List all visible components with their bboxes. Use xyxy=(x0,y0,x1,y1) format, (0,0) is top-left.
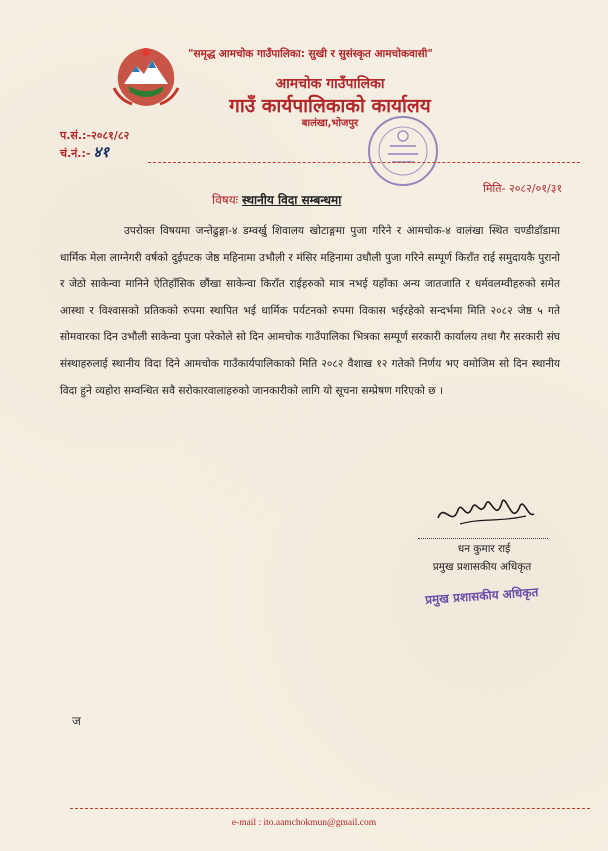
patra-value: २०८१/८२ xyxy=(91,129,130,142)
chalani-value: ४१ xyxy=(93,143,110,161)
chalani-number xyxy=(60,142,109,162)
signer-name: धन कुमार राई xyxy=(457,543,511,555)
body-text: उपरोक्त विषयमा जन्तेढुङ्गा-४ डम्वर्खु शिवालय खोटाङ्गमा पुजा गरिने र आमचोक-४ वालंखा स्थित चण्डीडाँडामा धार्मिक मेला लाग्नेगरी वर्षको दुईपटक जेष्ठ महिनामा उभौली र मंसिर महिनामा उधौली पुजा गरिने सम्पूर्ण किराँत राई समुदायकै पुरानो र जेठो साकेन्वा मानिने ऐतिहाँसिक छौंखा साकेन्वा किराँत राईहरुको मात्र नभई यहाँका अन्य जातजाति र धर्मवलम्वीहरुको समेत आस्था र विश्वासको प्रतिकको रुपमा स्थापित भई धार्मिक पर्यटनको रुपमा विकास भईरहेको सन्दर्भमा मिति २०८२ जेष्ठ ५ गते सोमवारका दिन उभौली साकेन्वा पुजा परेकोले सो दिन आमचोक गाउँपालिका भित्रका सम्पूर्ण सरकारी कार्यालय तथा गैर सरकारी संघ संस्थाहरुलाई स्थानीय विदा दिने आमचोक गाउँकार्यपालिकाको मिति २०८२ वैशाख १२ गतेको निर्णय भए वमोजिम सो दिन स्थानीय विदा हुने व्यहोरा सम्वन्धित सवै सरोकारवालाहरुको जानकारीको लागि यो सूचना सम्प्रेषण गरिएको छ । xyxy=(60,225,560,397)
body-paragraph xyxy=(60,218,560,404)
designation-stamp: प्रमुख प्रशासकीय अधिकृत xyxy=(424,585,539,607)
patra-label: प.सं.:- xyxy=(60,129,92,142)
slogan: "समृद्ध आमचोक गाउँपालिका: सुखी र सुसंस्कृत आमचोकवासी" xyxy=(188,48,433,60)
subject-line xyxy=(212,191,341,208)
office-address: बालंखा,भोजपुर xyxy=(301,118,359,129)
footer-divider xyxy=(70,808,590,809)
nepal-emblem-icon xyxy=(106,44,186,110)
signer-title: प्रमुख प्रशासकीय अधिकृत xyxy=(432,561,532,573)
municipality-name: आमचोक गाउँपालिका xyxy=(275,76,385,92)
cc-mark: ज xyxy=(72,714,81,728)
office-round-stamp xyxy=(364,112,442,190)
chalani-label: चं.नं.:- xyxy=(60,147,91,160)
subject-label: विषयः xyxy=(212,193,239,207)
office-name: गाउँ कार्यपालिकाको कार्यालय xyxy=(229,95,431,117)
handwritten-signature xyxy=(430,488,540,538)
header-divider xyxy=(148,162,580,163)
patra-sankhya xyxy=(60,128,129,143)
subject-text: स्थानीय विदा सम्बन्धमा xyxy=(241,193,342,207)
letter-date: मिति- २०८२/०१/३१ xyxy=(483,182,563,195)
footer-email: e-mail : ito.aamchokmun@gmail.com xyxy=(231,818,377,828)
signature-line xyxy=(418,538,548,539)
